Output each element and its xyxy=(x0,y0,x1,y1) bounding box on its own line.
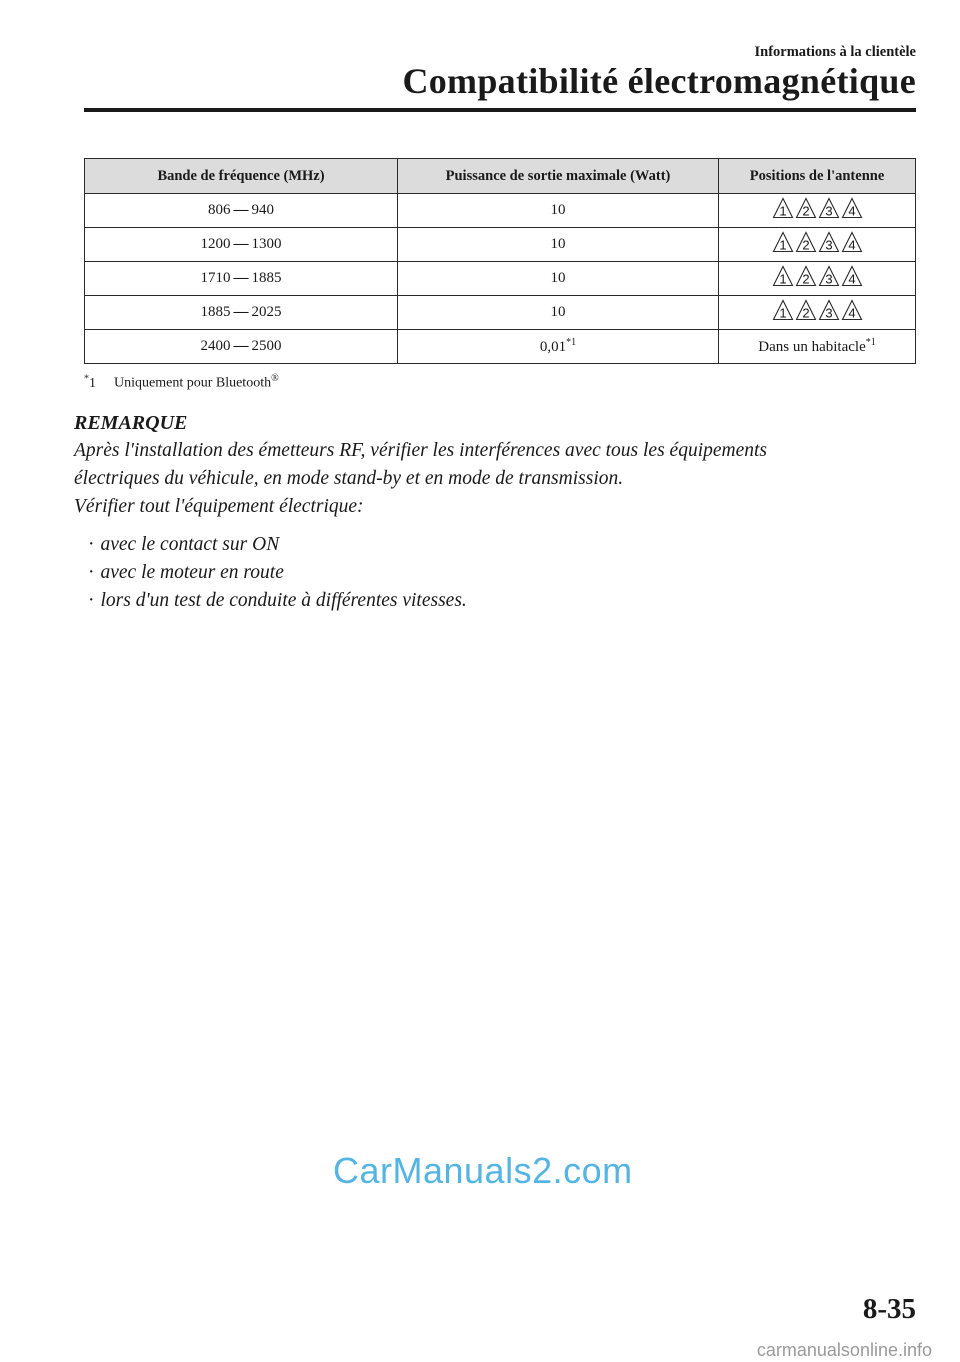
antenna-position-number: 2 xyxy=(801,271,810,287)
antenna-position-icon xyxy=(772,197,794,219)
bullet-dot: · xyxy=(88,534,95,555)
note-paragraph xyxy=(74,437,914,521)
antenna-position-number: 2 xyxy=(801,237,810,253)
bullet-dot: · xyxy=(88,562,95,583)
note-line: électriques du véhicule, en mode stand-by et en mode de transmission. xyxy=(74,468,624,489)
header-divider xyxy=(84,108,916,112)
positions-cell xyxy=(719,194,916,228)
power-cell xyxy=(398,262,719,296)
frequency-table xyxy=(84,158,916,364)
footnote-label xyxy=(84,373,96,391)
positions-cell xyxy=(719,330,916,364)
antenna-position-number: 1 xyxy=(778,305,787,321)
antenna-positions xyxy=(772,231,863,253)
bullet-text: avec le moteur en route xyxy=(100,562,284,583)
antenna-position-number: 3 xyxy=(824,237,833,253)
antenna-position-icon xyxy=(841,231,863,253)
band-cell xyxy=(85,330,398,364)
table-body xyxy=(85,194,916,364)
antenna-position-number: 1 xyxy=(778,237,787,253)
page-number: 8-35 xyxy=(862,1293,916,1325)
antenna-position-number: 4 xyxy=(847,271,856,287)
bullet-dot: · xyxy=(88,590,95,611)
band-to: 2500 xyxy=(251,338,282,354)
antenna-position-icon xyxy=(818,197,840,219)
band-cell xyxy=(85,194,398,228)
note-line: Vérifier tout l'équipement électrique: xyxy=(74,496,364,517)
antenna-position-icon xyxy=(772,265,794,287)
antenna-position-icon xyxy=(818,299,840,321)
table-row xyxy=(85,194,916,228)
antenna-position-icon xyxy=(772,231,794,253)
table-row xyxy=(85,262,916,296)
list-item xyxy=(88,587,467,615)
registered-mark: ® xyxy=(271,373,279,384)
antenna-position-number: 3 xyxy=(824,271,833,287)
watermark-logo: CarManuals2.com xyxy=(333,1150,633,1191)
power-value: 10 xyxy=(550,304,566,320)
band-to: 2025 xyxy=(251,304,282,320)
band-from: 1885 xyxy=(200,304,231,320)
antenna-position-number: 4 xyxy=(847,203,856,219)
band-cell xyxy=(85,262,398,296)
table-header-positions: Positions de l'antenne xyxy=(719,159,916,194)
antenna-position-number: 3 xyxy=(824,305,833,321)
page-title: Compatibilité électromagnétique xyxy=(402,61,916,101)
note-bullet-list xyxy=(88,531,467,615)
power-cell xyxy=(398,296,719,330)
antenna-position-icon xyxy=(841,299,863,321)
table-row xyxy=(85,228,916,262)
band-to: 1885 xyxy=(251,270,282,286)
band-from: 2400 xyxy=(200,338,231,354)
antenna-position-icon xyxy=(795,231,817,253)
table-header-power: Puissance de sortie maximale (Watt) xyxy=(398,159,719,194)
range-separator: — xyxy=(233,304,249,320)
band-to: 940 xyxy=(251,202,274,218)
power-value: 10 xyxy=(550,270,566,286)
footnote-text: Uniquement pour Bluetooth xyxy=(114,375,272,391)
antenna-position-number: 1 xyxy=(778,271,787,287)
antenna-positions xyxy=(772,299,863,321)
range-separator: — xyxy=(233,270,249,286)
note-line: Après l'installation des émetteurs RF, vérifier les interférences avec tous les équipements xyxy=(74,440,768,461)
band-from: 1710 xyxy=(200,270,231,286)
table-header-row xyxy=(85,159,916,194)
table-footnote xyxy=(84,373,279,392)
positions-cell xyxy=(719,296,916,330)
antenna-position-icon xyxy=(841,265,863,287)
antenna-position-icon xyxy=(795,197,817,219)
antenna-positions xyxy=(772,197,863,219)
power-value: 10 xyxy=(550,236,566,252)
power-cell xyxy=(398,194,719,228)
band-cell xyxy=(85,296,398,330)
range-separator: — xyxy=(233,338,249,354)
table-header-band: Bande de fréquence (MHz) xyxy=(85,159,398,194)
footnote-marker: * xyxy=(84,373,89,384)
bullet-text: lors d'un test de conduite à différentes vitesses. xyxy=(100,590,467,611)
antenna-position-icon xyxy=(818,231,840,253)
antenna-position-number: 4 xyxy=(847,237,856,253)
range-separator: — xyxy=(233,202,249,218)
list-item xyxy=(88,559,467,587)
antenna-position-icon xyxy=(818,265,840,287)
positions-text: Dans un habitacle xyxy=(758,339,866,355)
power-footnote-ref: *1 xyxy=(566,337,577,348)
antenna-position-number: 3 xyxy=(824,203,833,219)
range-separator: — xyxy=(233,236,249,252)
antenna-position-number: 4 xyxy=(847,305,856,321)
antenna-position-icon xyxy=(795,299,817,321)
band-to: 1300 xyxy=(251,236,282,252)
band-from: 1200 xyxy=(200,236,231,252)
table-row xyxy=(85,296,916,330)
positions-footnote-ref: *1 xyxy=(865,337,876,348)
header-section-label: Informations à la clientèle xyxy=(754,44,916,60)
positions-cell xyxy=(719,228,916,262)
power-cell xyxy=(398,228,719,262)
footnote-number: 1 xyxy=(89,375,96,391)
antenna-position-icon xyxy=(795,265,817,287)
antenna-position-number: 2 xyxy=(801,203,810,219)
positions-cell xyxy=(719,262,916,296)
bullet-text: avec le contact sur ON xyxy=(100,534,280,555)
antenna-position-icon xyxy=(841,197,863,219)
power-value: 10 xyxy=(550,202,566,218)
note-heading: REMARQUE xyxy=(74,412,188,434)
list-item xyxy=(88,531,467,559)
antenna-position-number: 1 xyxy=(778,203,787,219)
antenna-position-number: 2 xyxy=(801,305,810,321)
band-from: 806 xyxy=(208,202,231,218)
antenna-positions xyxy=(772,265,863,287)
power-value: 0,01 xyxy=(539,339,567,355)
antenna-position-icon xyxy=(772,299,794,321)
footer-watermark-url: carmanualsonline.info xyxy=(756,1340,932,1360)
power-cell xyxy=(398,330,719,364)
band-cell xyxy=(85,228,398,262)
table-row xyxy=(85,330,916,364)
